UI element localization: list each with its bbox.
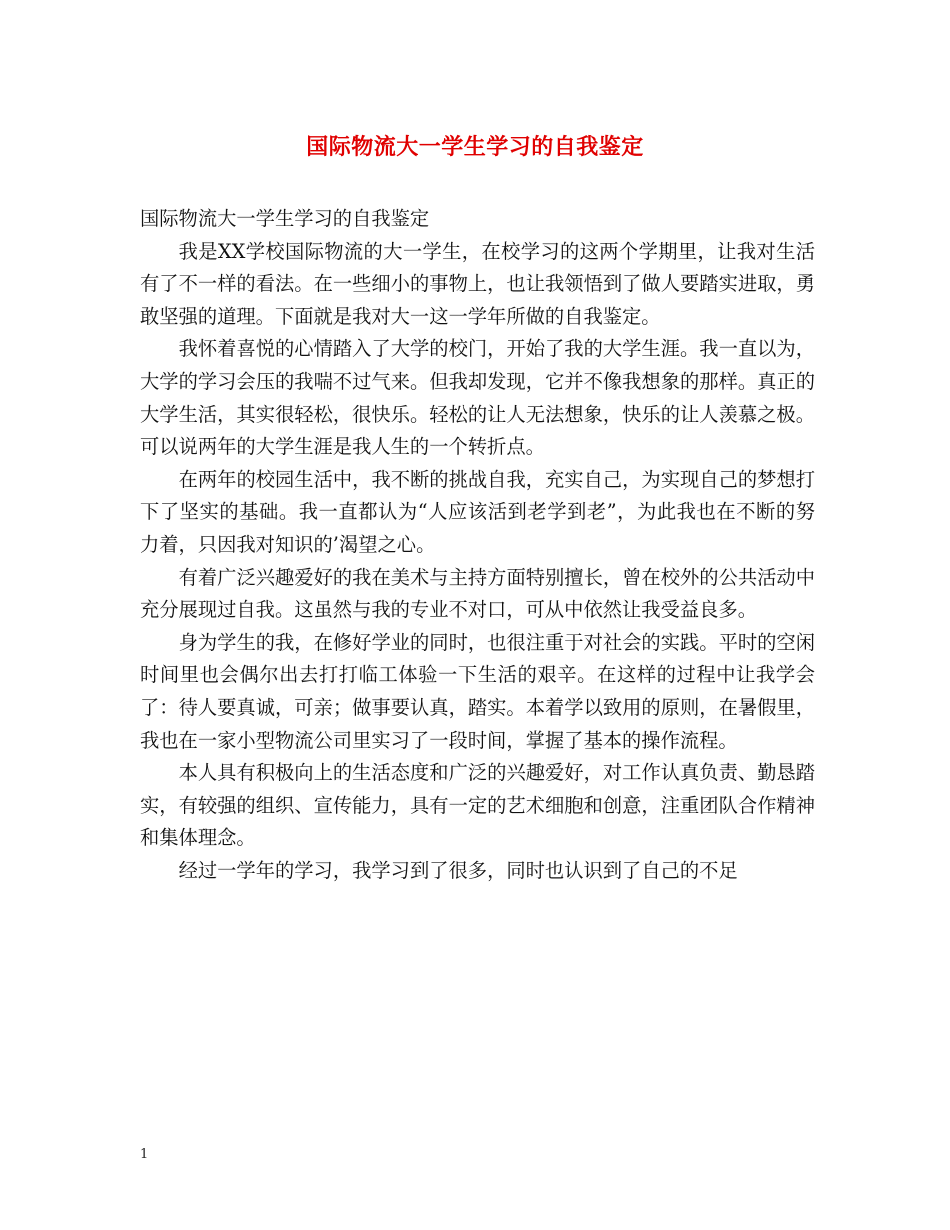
paragraph: 本人具有积极向上的生活态度和广泛的兴趣爱好，对工作认真负责、勤恳踏实，有较强的组织、宣传能力，具有一定的艺术细胞和创意，注重团队合作精神和集体理念。 bbox=[140, 761, 815, 850]
paragraph: 经过一学年的学习，我学习到了很多，同时也认识到了自己的不足 bbox=[178, 858, 738, 882]
paragraph: 身为学生的我，在修好学业的同时，也很注重于对社会的实践。平时的空闲时间里也会偶尔出去打打临工体验一下生活的艰辛。在这样的过程中让我学会了：待人要真诚，可亲；做事要认真，踏实。本着学以致用的原则，在暑假里，我也在一家小型物流公司里实习了一段时间，掌握了基本的操作流程。 bbox=[140, 630, 815, 752]
paragraph: 在两年的校园生活中，我不断的挑战自我，充实自己，为实现自己的梦想打下了坚实的基础。我一直都认为“人应该活到老学到老”，为此我也在不断的努力着，只因我对知识的’渴望之心。 bbox=[140, 467, 815, 556]
paragraph: 有着广泛兴趣爱好的我在美术与主持方面特别擅长，曾在校外的公共活动中充分展现过自我。这虽然与我的专业不对口，可从中依然让我受益良多。 bbox=[140, 565, 815, 622]
document-title: 国际物流大一学生学习的自我鉴定 bbox=[306, 134, 644, 160]
paragraph: 我怀着喜悦的心情踏入了大学的校门，开始了我的大学生涯。我一直以为，大学的学习会压的我喘不过气来。但我却发现，它并不像我想象的那样。真正的大学生活，其实很轻松，很快乐。轻松的让人无法想象，快乐的让人羡慕之极。可以说两年的大学生涯是我人生的一个转折点。 bbox=[140, 337, 815, 459]
document-subtitle: 国际物流大一学生学习的自我鉴定 bbox=[140, 207, 430, 230]
paragraph: 我是XX学校国际物流的大一学生，在校学习的这两个学期里，让我对生活有了不一样的看法。在一些细小的事物上，也让我领悟到了做人要踏实进取，勇敢坚强的道理。下面就是我对大一这一学年所做的自我鉴定。 bbox=[140, 239, 815, 328]
page-number: 1 bbox=[140, 1147, 149, 1162]
document-body bbox=[140, 203, 815, 887]
